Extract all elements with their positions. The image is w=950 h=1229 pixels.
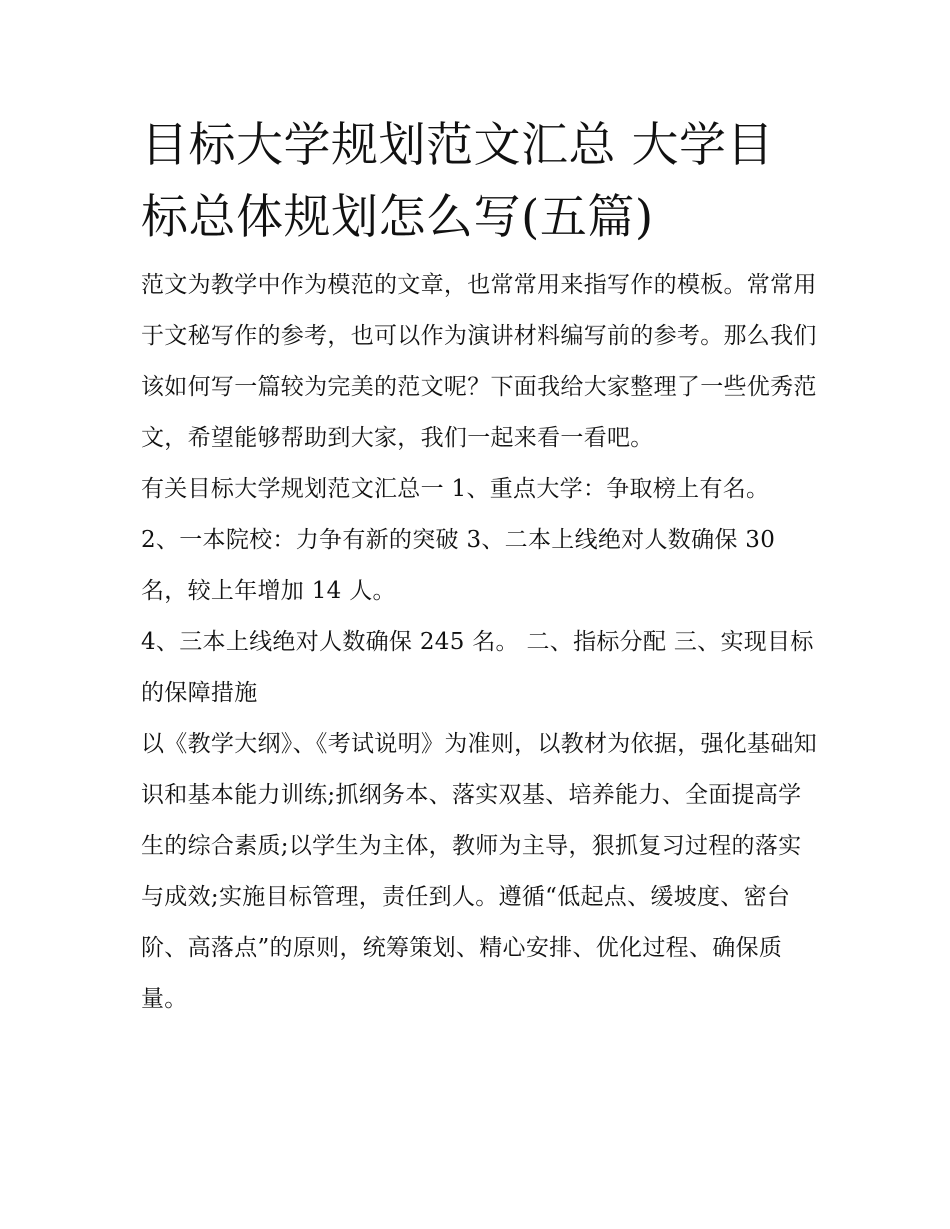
document-title: 目标大学规划范文汇总 大学目标总体规划怎么写(五篇): [141, 118, 774, 245]
body-paragraph-3: 4、三本上线绝对人数确保 245 名。 二、指标分配 三、实现目标的保障措施: [141, 629, 814, 706]
document-page: [141, 110, 821, 1025]
body-paragraph-1: 有关目标大学规划范文汇总一 1、重点大学：争取榜上有名。: [141, 476, 770, 502]
body-paragraph-4: 以《教学大纲》、《考试说明》为准则，以教材为依据，强化基础知识和基本能力训练;抓纲务本、落实双基、培养能力、全面提高学生的综合素质;以学生为主体，教师为主导，狠抓复习过程的落实与成效;实施目标管理，责任到人。遵循“低起点、缓坡度、密台阶、高落点”的原则，统筹策划、精心安排、优化过程、确保质量。: [141, 731, 817, 1012]
body-paragraph-2: 2、一本院校：力争有新的突破 3、二本上线绝对人数确保 30 名，较上年增加 14 人。: [141, 527, 776, 604]
intro-paragraph: 范文为教学中作为模范的文章，也常常用来指写作的模板。常常用于文秘写作的参考，也可以作为演讲材料编写前的参考。那么我们该如何写一篇较为完美的范文呢？下面我给大家整理了一些优秀范文，希望能够帮助到大家，我们一起来看一看吧。: [141, 272, 817, 451]
